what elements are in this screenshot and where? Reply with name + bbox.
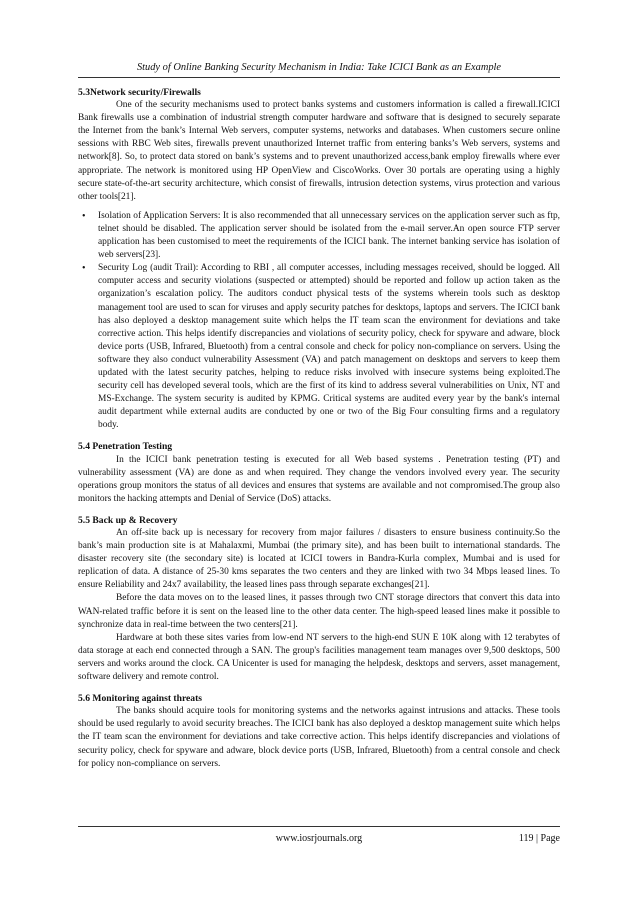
footer-rule <box>78 826 560 827</box>
section-5-6 <box>78 692 560 771</box>
paragraph: Before the data moves on to the leased lines, it passes through two CNT storage directors that convert this data into WAN-related traffic before it is sent on the leased line to the other data center. The high-speed leased lines make it possible to synchronize data in real-time between the two centers[21]. <box>78 593 560 630</box>
paragraph: An off-site back up is necessary for recovery from major failures / disasters to ensure business continuity.So the bank’s main production site is at Mahalaxmi, Mumbai (the primary site), and has been built to international standards. The disaster recovery site (the secondary site) is located at ICICI towers in Bandra-Kurla complex, Mumbai and is used for replication of data. A distance of 25-30 kms separates the two centers and they are linked with two 34 Mbps leased lines. To ensure Reliability and 24x7 availability, the leased lines pass through separate exchanges[21]. <box>78 528 560 591</box>
section-5-5 <box>78 514 560 684</box>
section-5-3 <box>78 86 560 432</box>
running-header: Study of Online Banking Security Mechanism in India: Take ICICI Bank as an Example <box>136 62 502 73</box>
bullet-list <box>78 210 560 433</box>
section-5-4 <box>78 440 560 505</box>
section-heading: 5.3Network security/Firewalls <box>78 87 201 98</box>
paragraph: In the ICICI bank penetration testing is executed for all Web based systems . Penetration testing (PT) and vulnerability assessment (VA) are done as and when required. They change the vendors involved every year. The security operations group monitors the status of all devices and ensures that systems are available and not compromised.The group also monitors the hacking attempts and Denial of Service (DoS) attacks. <box>78 454 560 504</box>
paragraph: Hardware at both these sites varies from low-end NT servers to the high-end SUN E 10K along with 12 terabytes of data storage at each end connected through a SAN. The group's facilities management team manages over 9,500 desktops, 500 servers and works around the clock. CA Unicenter is used for managing the helpdesk, desktops and servers, asset management, software delivery and remote control. <box>78 632 560 683</box>
page-number: 119 | Page <box>518 833 560 844</box>
header-rule <box>78 77 560 78</box>
bullet-item: • Isolation of Application Servers: It is also recommended that all unnecessary services on the application server such as ftp, telnet should be disabled. The application server should be isolated from the e-mail server.An open source FTP server application has been customised to meet the requirements of the ICICI bank. The internet banking service has isolation of web servers[23]. <box>98 210 560 262</box>
section-heading: 5.6 Monitoring against threats <box>78 693 203 705</box>
paragraph: The banks should acquire tools for monitoring systems and the networks against intrusions and attacks. These tools should be used regularly to avoid security breaches. The ICICI bank has also deployed a desktop management suite which helps the IT team scan the environment for deviations and take corrective action. This helps identify discrepancies and violations of security policy, check for spyware and adware, block device ports (USB, Infrared, Bluetooth) from a central console and check for policy non-compliance on servers. <box>78 706 560 769</box>
footer-url: www.iosrjournals.org <box>275 833 363 844</box>
paragraph: One of the security mechanisms used to protect banks systems and customers information is called a firewall.ICICI Bank firewalls use a combination of industrial strength computer hardware and software that is designed to securely separate the Internet from the bank’s Internal Web servers, computer systems, networks and databases. When customers secure online sessions with RBC Web sites, firewalls prevent unauthorized Internet traffic from entering banks’s Web servers, systems and network[8]. So, to protect data stored on bank’s systems and to prevent unauthorized access,bank employ firewalls where ever appropriate. The network is monitored using HP OpenView and CiscoWorks. Over 30 portals are operating using a highly secure state-of-the-art security architecture, which consist of firewalls, intrusion detection systems, virus protection and various other tools[21]. <box>78 100 560 202</box>
section-heading: 5.4 Penetration Testing <box>78 441 173 453</box>
section-heading: 5.5 Back up & Recovery <box>78 514 178 526</box>
page-body <box>78 86 560 771</box>
bullet-item: • Security Log (audit Trail): According to RBI , all computer accesses, including messages received, should be logged. All computer access and security violations (suspected or attempted) should be reported and follow up action taken as the organization’s escalation policy. The auditors conduct physical tests of the systems wherein tools such as desktop management tool are used to scan for viruses and apply security patches for desktops, laptops and servers. The ICICI bank has also deployed a desktop management suite which helps the IT team scan the environment for deviations and take corrective action. This helps identify discrepancies and violations of security policy, check for spyware and adware, block device ports (USB, Infrared, Bluetooth) from a central console and check for policy non-compliance on servers. Using the software they also conduct vulnerability Assessment (VA) and patch management on desktops and servers to keep them updated with the latest security patches, helping to reduce risks involved with insecure systems being exploited.The security cell has developed several tools, which are the first of its kind to address several vulnerabilities on Unix, NT and MS-Exchange. The system security is audited by KPMG. Critical systems are audited every year by the bank's internal audit department while external audits are conducted by one or two of the Big Four consulting firms and a regulatory body. <box>98 262 560 432</box>
